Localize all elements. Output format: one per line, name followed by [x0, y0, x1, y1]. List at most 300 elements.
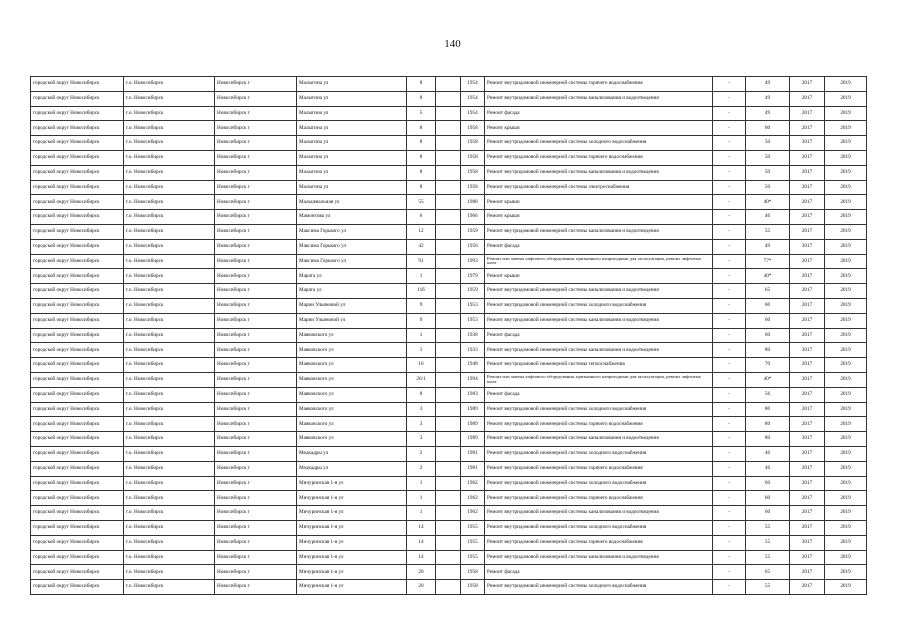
table-row	[31, 254, 867, 269]
cell-end-year: 2019	[825, 298, 867, 313]
cell-street: Маяковского ул	[297, 402, 407, 417]
cell-wear-percent: 80	[746, 417, 790, 432]
cell-build-year: 1962	[461, 491, 485, 506]
cell-end-year: 2019	[825, 402, 867, 417]
cell-street: Мальцевальная ул	[297, 195, 407, 210]
cell-end-year: 2019	[825, 328, 867, 343]
table-row	[31, 550, 867, 565]
cell-start-year: 2017	[790, 417, 825, 432]
cell-municipality: городской округ Новосибирск	[31, 298, 124, 313]
cell-cost-placeholder: -	[713, 328, 746, 343]
cell-wear-percent: 60	[746, 313, 790, 328]
cell-build-year: 1958	[461, 165, 485, 180]
cell-start-year: 2017	[790, 372, 825, 387]
cell-start-year: 2017	[790, 343, 825, 358]
cell-street: Марата ул	[297, 269, 407, 284]
cell-build-year: 1994	[461, 372, 485, 387]
cell-repair-work-type: Ремонт внутридомовой инженерной системы холодного водоснабжения	[485, 298, 713, 313]
cell-start-year: 2017	[790, 565, 825, 580]
cell-municipality: городской округ Новосибирск	[31, 446, 124, 461]
cell-wear-percent: 65	[746, 565, 790, 580]
cell-street: Мичуринская 1-я ул	[297, 506, 407, 521]
cell-repair-work-type: Ремонт внутридомовой инженерной системы канализования и водоотведения	[485, 165, 713, 180]
cell-municipality: городской округ Новосибирск	[31, 387, 124, 402]
cell-municipal-district: г.о. Новосибирск	[124, 269, 215, 284]
cell-repair-work-type: Ремонт внутридомовой инженерной системы горячего водоснабжения	[485, 77, 713, 92]
cell-cost-placeholder: -	[713, 417, 746, 432]
cell-end-year: 2019	[825, 358, 867, 373]
cell-municipality: городской округ Новосибирск	[31, 195, 124, 210]
cell-municipality: городской округ Новосибирск	[31, 476, 124, 491]
cell-building-number	[436, 372, 461, 387]
table-row	[31, 343, 867, 358]
cell-municipality: городской округ Новосибирск	[31, 432, 124, 447]
cell-municipal-district: г.о. Новосибирск	[124, 432, 215, 447]
cell-cost-placeholder: -	[713, 535, 746, 550]
cell-house-number: 8	[407, 165, 436, 180]
cell-building-number	[436, 269, 461, 284]
cell-municipal-district: г.о. Новосибирск	[124, 580, 215, 595]
cell-wear-percent: 60	[746, 328, 790, 343]
cell-house-number: 12	[407, 224, 436, 239]
cell-wear-percent: 50	[746, 136, 790, 151]
cell-build-year: 1958	[461, 150, 485, 165]
cell-house-number: 14	[407, 550, 436, 565]
cell-settlement: Новосибирск г	[215, 506, 297, 521]
cell-repair-work-type: Ремонт внутридомовой инженерной системы канализования и водоотведения	[485, 313, 713, 328]
cell-wear-percent: 49	[746, 91, 790, 106]
cell-cost-placeholder: -	[713, 343, 746, 358]
cell-wear-percent: 60	[746, 506, 790, 521]
cell-build-year: 1954	[461, 91, 485, 106]
cell-end-year: 2019	[825, 491, 867, 506]
cell-settlement: Новосибирск г	[215, 535, 297, 550]
cell-end-year: 2019	[825, 239, 867, 254]
cell-street: Малыгина ул	[297, 77, 407, 92]
cell-start-year: 2017	[790, 269, 825, 284]
cell-street: Медкадры ул	[297, 461, 407, 476]
cell-building-number	[436, 491, 461, 506]
cell-municipality: городской округ Новосибирск	[31, 313, 124, 328]
cell-start-year: 2017	[790, 106, 825, 121]
cell-house-number: 20	[407, 565, 436, 580]
cell-cost-placeholder: -	[713, 550, 746, 565]
cell-end-year: 2019	[825, 269, 867, 284]
cell-build-year: 1989	[461, 432, 485, 447]
cell-start-year: 2017	[790, 150, 825, 165]
cell-municipal-district: г.о. Новосибирск	[124, 387, 215, 402]
cell-house-number: 26/1	[407, 372, 436, 387]
cell-repair-work-type: Ремонт фасада	[485, 565, 713, 580]
cell-repair-work-type: Ремонт внутридомовой инженерной системы канализования и водоотведения	[485, 432, 713, 447]
cell-build-year: 1989	[461, 402, 485, 417]
cell-end-year: 2019	[825, 121, 867, 136]
cell-house-number: 91	[407, 254, 436, 269]
cell-settlement: Новосибирск г	[215, 195, 297, 210]
cell-municipal-district: г.о. Новосибирск	[124, 121, 215, 136]
cell-street: Маяковского ул	[297, 343, 407, 358]
cell-wear-percent: 49	[746, 239, 790, 254]
cell-street: Маяковского ул	[297, 358, 407, 373]
cell-start-year: 2017	[790, 358, 825, 373]
cell-house-number: 20	[407, 580, 436, 595]
cell-street: Медкадры ул	[297, 446, 407, 461]
cell-wear-percent: 50	[746, 150, 790, 165]
cell-municipal-district: г.о. Новосибирск	[124, 476, 215, 491]
cell-settlement: Новосибирск г	[215, 358, 297, 373]
cell-build-year: 1958	[461, 180, 485, 195]
cell-street: Максима Горького ул	[297, 239, 407, 254]
cell-cost-placeholder: -	[713, 358, 746, 373]
cell-municipality: городской округ Новосибирск	[31, 77, 124, 92]
cell-build-year: 1989	[461, 417, 485, 432]
cell-cost-placeholder: -	[713, 284, 746, 299]
cell-start-year: 2017	[790, 298, 825, 313]
cell-end-year: 2019	[825, 432, 867, 447]
cell-municipal-district: г.о. Новосибирск	[124, 520, 215, 535]
cell-settlement: Новосибирск г	[215, 461, 297, 476]
cell-building-number	[436, 343, 461, 358]
cell-wear-percent: 60	[746, 298, 790, 313]
cell-wear-percent: 65	[746, 284, 790, 299]
cell-settlement: Новосибирск г	[215, 550, 297, 565]
cell-municipality: городской округ Новосибирск	[31, 150, 124, 165]
cell-cost-placeholder: -	[713, 476, 746, 491]
cell-settlement: Новосибирск г	[215, 417, 297, 432]
cell-municipality: городской округ Новосибирск	[31, 550, 124, 565]
table-row	[31, 417, 867, 432]
cell-start-year: 2017	[790, 91, 825, 106]
cell-street: Мичуринская 1-я ул	[297, 535, 407, 550]
cell-cost-placeholder: -	[713, 491, 746, 506]
cell-end-year: 2019	[825, 91, 867, 106]
cell-repair-work-type: Ремонт внутридомовой инженерной системы электроснабжения	[485, 180, 713, 195]
cell-municipal-district: г.о. Новосибирск	[124, 195, 215, 210]
cell-municipality: городской округ Новосибирск	[31, 535, 124, 550]
cell-cost-placeholder: -	[713, 313, 746, 328]
cell-street: Мичуринская 1-я ул	[297, 565, 407, 580]
cell-house-number: 6	[407, 210, 436, 225]
cell-municipal-district: г.о. Новосибирск	[124, 343, 215, 358]
cell-build-year: 1979	[461, 269, 485, 284]
cell-municipality: городской округ Новосибирск	[31, 358, 124, 373]
cell-municipality: городской округ Новосибирск	[31, 328, 124, 343]
cell-municipal-district: г.о. Новосибирск	[124, 224, 215, 239]
cell-building-number	[436, 91, 461, 106]
cell-settlement: Новосибирск г	[215, 520, 297, 535]
cell-start-year: 2017	[790, 432, 825, 447]
cell-building-number	[436, 580, 461, 595]
cell-building-number	[436, 417, 461, 432]
cell-start-year: 2017	[790, 476, 825, 491]
cell-build-year: 1954	[461, 106, 485, 121]
cell-municipality: городской округ Новосибирск	[31, 239, 124, 254]
cell-build-year: 1956	[461, 239, 485, 254]
cell-settlement: Новосибирск г	[215, 298, 297, 313]
cell-street: Малыгина ул	[297, 180, 407, 195]
cell-street: Марии Ульяновой ул	[297, 298, 407, 313]
cell-cost-placeholder: -	[713, 77, 746, 92]
cell-building-number	[436, 195, 461, 210]
cell-municipal-district: г.о. Новосибирск	[124, 254, 215, 269]
cell-municipality: городской округ Новосибирск	[31, 224, 124, 239]
cell-municipality: городской округ Новосибирск	[31, 284, 124, 299]
cell-wear-percent: 40*	[746, 195, 790, 210]
cell-settlement: Новосибирск г	[215, 136, 297, 151]
cell-building-number	[436, 328, 461, 343]
cell-cost-placeholder: -	[713, 432, 746, 447]
cell-cost-placeholder: -	[713, 224, 746, 239]
cell-build-year: 1983	[461, 387, 485, 402]
cell-street: Мичуринская 1-я ул	[297, 476, 407, 491]
cell-start-year: 2017	[790, 402, 825, 417]
cell-municipal-district: г.о. Новосибирск	[124, 150, 215, 165]
cell-house-number: 1	[407, 491, 436, 506]
table-row	[31, 298, 867, 313]
cell-build-year: 1958	[461, 121, 485, 136]
cell-house-number: 1	[407, 269, 436, 284]
cell-building-number	[436, 284, 461, 299]
cell-build-year: 1953	[461, 313, 485, 328]
cell-cost-placeholder: -	[713, 195, 746, 210]
table-row	[31, 269, 867, 284]
cell-end-year: 2019	[825, 461, 867, 476]
cell-start-year: 2017	[790, 165, 825, 180]
table-row	[31, 506, 867, 521]
table-row	[31, 195, 867, 210]
cell-repair-work-type: Ремонт внутридомовой инженерной системы холодного водоснабжения	[485, 580, 713, 595]
cell-build-year: 1962	[461, 506, 485, 521]
cell-building-number	[436, 461, 461, 476]
cell-house-number: 1	[407, 476, 436, 491]
table-row	[31, 284, 867, 299]
cell-municipal-district: г.о. Новосибирск	[124, 136, 215, 151]
cell-cost-placeholder: -	[713, 580, 746, 595]
cell-house-number: 3	[407, 432, 436, 447]
cell-municipality: городской округ Новосибирск	[31, 180, 124, 195]
cell-repair-work-type: Ремонт внутридомовой инженерной системы холодного водоснабжения	[485, 476, 713, 491]
cell-end-year: 2019	[825, 387, 867, 402]
cell-building-number	[436, 150, 461, 165]
cell-municipality: городской округ Новосибирск	[31, 210, 124, 225]
cell-building-number	[436, 239, 461, 254]
cell-street: Мичуринская 1-я ул	[297, 580, 407, 595]
cell-municipal-district: г.о. Новосибирск	[124, 239, 215, 254]
cell-building-number	[436, 506, 461, 521]
table-row	[31, 210, 867, 225]
cell-end-year: 2019	[825, 565, 867, 580]
cell-street: Малыгина ул	[297, 136, 407, 151]
cell-repair-work-type: Ремонт внутридомовой инженерной системы холодного водоснабжения	[485, 402, 713, 417]
cell-wear-percent: 50	[746, 165, 790, 180]
cell-wear-percent: 55	[746, 520, 790, 535]
cell-start-year: 2017	[790, 313, 825, 328]
cell-cost-placeholder: -	[713, 165, 746, 180]
table-row	[31, 461, 867, 476]
cell-settlement: Новосибирск г	[215, 491, 297, 506]
cell-building-number	[436, 520, 461, 535]
cell-house-number: 8	[407, 387, 436, 402]
cell-settlement: Новосибирск г	[215, 210, 297, 225]
cell-end-year: 2019	[825, 224, 867, 239]
cell-settlement: Новосибирск г	[215, 313, 297, 328]
cell-municipality: городской округ Новосибирск	[31, 372, 124, 387]
cell-house-number: 8	[407, 91, 436, 106]
cell-start-year: 2017	[790, 284, 825, 299]
cell-wear-percent: 46	[746, 461, 790, 476]
cell-street: Малыгина ул	[297, 106, 407, 121]
cell-house-number: 9	[407, 298, 436, 313]
cell-house-number: 11б	[407, 284, 436, 299]
cell-settlement: Новосибирск г	[215, 180, 297, 195]
cell-municipal-district: г.о. Новосибирск	[124, 165, 215, 180]
cell-build-year: 1953	[461, 298, 485, 313]
cell-start-year: 2017	[790, 535, 825, 550]
cell-municipality: городской округ Новосибирск	[31, 402, 124, 417]
cell-building-number	[436, 432, 461, 447]
cell-start-year: 2017	[790, 446, 825, 461]
cell-settlement: Новосибирск г	[215, 328, 297, 343]
cell-building-number	[436, 136, 461, 151]
cell-street: Мичуринская 1-я ул	[297, 491, 407, 506]
cell-cost-placeholder: -	[713, 150, 746, 165]
cell-settlement: Новосибирск г	[215, 446, 297, 461]
cell-street: Маяковского ул	[297, 372, 407, 387]
cell-cost-placeholder: -	[713, 180, 746, 195]
cell-repair-work-type: Ремонт крыши	[485, 210, 713, 225]
cell-cost-placeholder: -	[713, 210, 746, 225]
cell-wear-percent: 49	[746, 106, 790, 121]
cell-build-year: 1988	[461, 195, 485, 210]
cell-building-number	[436, 165, 461, 180]
cell-build-year: 1955	[461, 550, 485, 565]
cell-wear-percent: 55	[746, 580, 790, 595]
cell-municipal-district: г.о. Новосибирск	[124, 313, 215, 328]
cell-municipality: городской округ Новосибирск	[31, 565, 124, 580]
cell-settlement: Новосибирск г	[215, 269, 297, 284]
table-row	[31, 535, 867, 550]
cell-cost-placeholder: -	[713, 506, 746, 521]
cell-house-number: 3	[407, 402, 436, 417]
cell-building-number	[436, 180, 461, 195]
cell-municipal-district: г.о. Новосибирск	[124, 77, 215, 92]
cell-house-number: 55	[407, 195, 436, 210]
cell-repair-work-type: Ремонт фасада	[485, 387, 713, 402]
cell-wear-percent: 60	[746, 491, 790, 506]
cell-house-number: 14	[407, 520, 436, 535]
cell-repair-work-type: Ремонт или замена лифтового оборудования, признанного непригодным для эксплуатации, ремонт лифтовых шахт	[485, 372, 713, 387]
cell-municipal-district: г.о. Новосибирск	[124, 358, 215, 373]
cell-building-number	[436, 224, 461, 239]
cell-end-year: 2019	[825, 313, 867, 328]
cell-cost-placeholder: -	[713, 520, 746, 535]
cell-build-year: 1962	[461, 476, 485, 491]
cell-street: Малыгина ул	[297, 121, 407, 136]
cell-cost-placeholder: -	[713, 565, 746, 580]
cell-house-number: 1	[407, 328, 436, 343]
cell-end-year: 2019	[825, 254, 867, 269]
cell-building-number	[436, 254, 461, 269]
cell-end-year: 2019	[825, 180, 867, 195]
cell-street: Мичуринская 1-я ул	[297, 550, 407, 565]
cell-house-number: 8	[407, 77, 436, 92]
cell-start-year: 2017	[790, 254, 825, 269]
cell-settlement: Новосибирск г	[215, 77, 297, 92]
cell-wear-percent: 55	[746, 224, 790, 239]
cell-settlement: Новосибирск г	[215, 565, 297, 580]
cell-cost-placeholder: -	[713, 91, 746, 106]
table-row	[31, 432, 867, 447]
cell-building-number	[436, 476, 461, 491]
cell-build-year: 1993	[461, 254, 485, 269]
cell-municipality: городской округ Новосибирск	[31, 165, 124, 180]
cell-house-number: 16	[407, 358, 436, 373]
cell-build-year: 1981	[461, 461, 485, 476]
cell-repair-work-type: Ремонт фасада	[485, 328, 713, 343]
cell-settlement: Новосибирск г	[215, 106, 297, 121]
cell-end-year: 2019	[825, 343, 867, 358]
cell-municipality: городской округ Новосибирск	[31, 106, 124, 121]
cell-end-year: 2019	[825, 372, 867, 387]
table-row	[31, 328, 867, 343]
cell-repair-work-type: Ремонт крыши	[485, 121, 713, 136]
cell-cost-placeholder: -	[713, 461, 746, 476]
cell-settlement: Новосибирск г	[215, 165, 297, 180]
cell-house-number: 1	[407, 343, 436, 358]
cell-municipality: городской округ Новосибирск	[31, 417, 124, 432]
table-row	[31, 402, 867, 417]
table-row	[31, 372, 867, 387]
cell-cost-placeholder: -	[713, 298, 746, 313]
cell-building-number	[436, 565, 461, 580]
cell-start-year: 2017	[790, 491, 825, 506]
cell-settlement: Новосибирск г	[215, 580, 297, 595]
cell-cost-placeholder: -	[713, 239, 746, 254]
cell-repair-work-type: Ремонт или замена лифтового оборудования, признанного непригодным для эксплуатации, ремонт лифтовых шахт	[485, 254, 713, 269]
cell-cost-placeholder: -	[713, 402, 746, 417]
cell-municipality: городской округ Новосибирск	[31, 269, 124, 284]
cell-municipality: городской округ Новосибирск	[31, 520, 124, 535]
cell-street: Маяковского ул	[297, 432, 407, 447]
table-row	[31, 106, 867, 121]
cell-building-number	[436, 313, 461, 328]
cell-cost-placeholder: -	[713, 269, 746, 284]
table-row	[31, 121, 867, 136]
cell-street: Маяковского ул	[297, 417, 407, 432]
cell-municipal-district: г.о. Новосибирск	[124, 372, 215, 387]
cell-wear-percent: 49	[746, 77, 790, 92]
cell-repair-work-type: Ремонт крыши	[485, 195, 713, 210]
cell-start-year: 2017	[790, 387, 825, 402]
cell-start-year: 2017	[790, 180, 825, 195]
table-row	[31, 565, 867, 580]
table-row	[31, 77, 867, 92]
cell-building-number	[436, 535, 461, 550]
cell-wear-percent: 40*	[746, 372, 790, 387]
cell-municipality: городской округ Новосибирск	[31, 343, 124, 358]
repair-register-table	[30, 76, 867, 595]
cell-street: Маяковского ул	[297, 387, 407, 402]
cell-wear-percent: 70	[746, 358, 790, 373]
cell-start-year: 2017	[790, 224, 825, 239]
table-row	[31, 358, 867, 373]
cell-wear-percent: 46	[746, 446, 790, 461]
cell-end-year: 2019	[825, 417, 867, 432]
cell-settlement: Новосибирск г	[215, 402, 297, 417]
cell-municipal-district: г.о. Новосибирск	[124, 298, 215, 313]
cell-build-year: 1958	[461, 136, 485, 151]
cell-start-year: 2017	[790, 328, 825, 343]
